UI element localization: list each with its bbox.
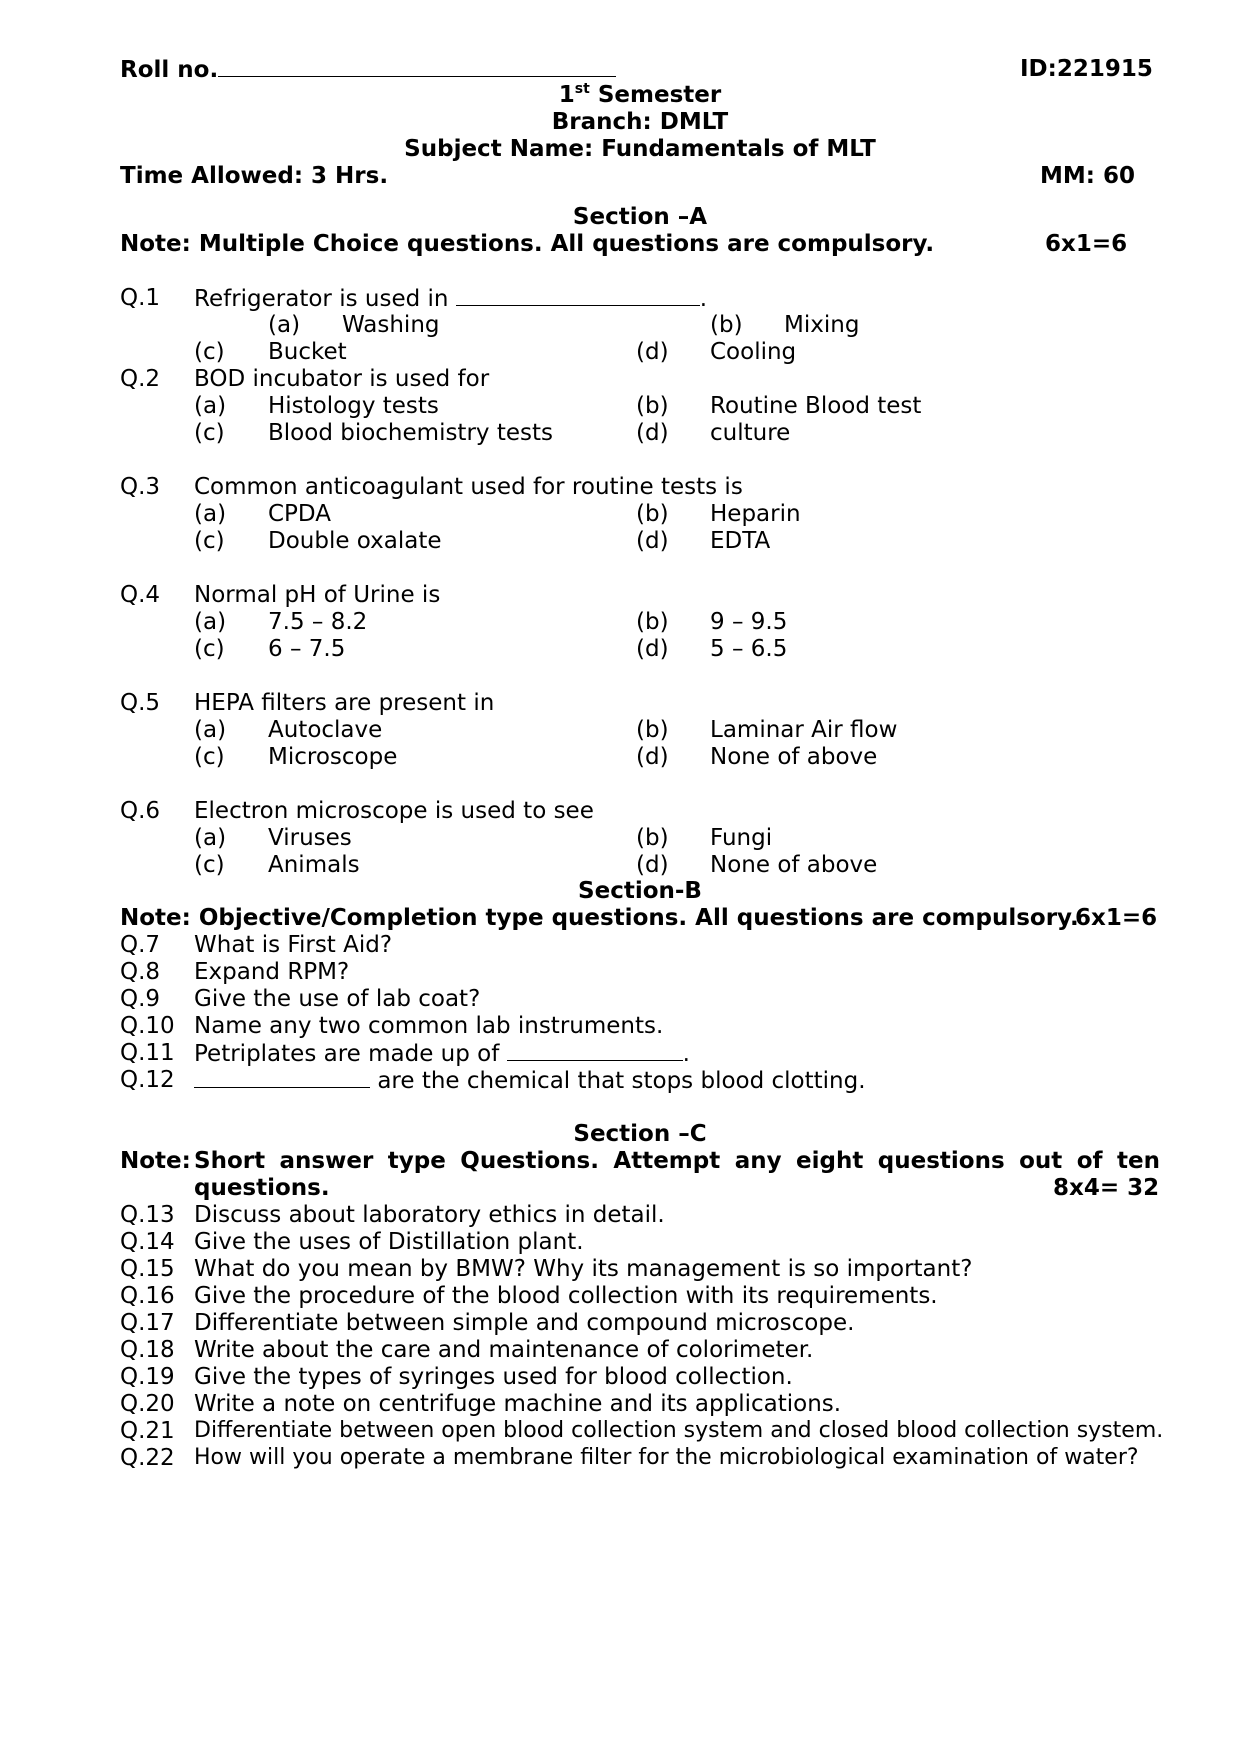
option-label: (c) — [194, 636, 225, 662]
section-a-marks: 6x1=6 — [1045, 231, 1128, 257]
option-text: Blood biochemistry tests — [268, 420, 553, 446]
question-row — [120, 1011, 1160, 1041]
option-label: (a) — [268, 312, 301, 338]
option-row — [120, 418, 1160, 448]
question-text: Common anticoagulant used for routine tests is — [194, 474, 743, 500]
option-text: 6 – 7.5 — [268, 636, 346, 662]
subject-name: Subject Name: Fundamentals of MLT — [404, 136, 876, 162]
question-row — [120, 472, 1160, 502]
question-row — [120, 688, 1160, 718]
section-b-title-row — [120, 876, 1160, 906]
option-text: CPDA — [268, 501, 331, 527]
question-text: Refrigerator is used in . — [194, 283, 707, 314]
question-number: Q.3 — [120, 474, 161, 500]
question-row — [120, 1038, 1160, 1068]
option-label: (b) — [636, 609, 669, 635]
question-text: Electron microscope is used to see — [194, 798, 594, 824]
question-number: Q.12 — [120, 1067, 175, 1093]
question-row — [120, 1281, 1160, 1311]
branch: Branch: DMLT — [551, 109, 729, 135]
section-a-title: Section –A — [572, 204, 708, 230]
section-c-marks: 8x4= 32 — [1053, 1175, 1160, 1201]
option-text: 7.5 – 8.2 — [268, 609, 368, 635]
question-row — [120, 1254, 1160, 1284]
question-row — [120, 1200, 1160, 1230]
option-label: (b) — [710, 312, 743, 338]
option-label: (c) — [194, 528, 225, 554]
option-text: culture — [710, 420, 791, 446]
option-label: (c) — [194, 420, 225, 446]
option-text: EDTA — [710, 528, 771, 554]
question-number: Q.7 — [120, 932, 161, 958]
option-text: Routine Blood test — [710, 393, 922, 419]
option-text: Laminar Air flow — [710, 717, 898, 743]
roll-label: Roll no. — [120, 57, 219, 83]
option-label: (a) — [194, 825, 227, 851]
answer-blank — [456, 283, 700, 306]
question-row — [120, 580, 1160, 610]
option-row — [120, 310, 1160, 340]
option-label: (d) — [636, 339, 669, 365]
time-allowed: Time Allowed: 3 Hrs. — [120, 163, 389, 189]
option-text: 9 – 9.5 — [710, 609, 788, 635]
option-label: (a) — [194, 609, 227, 635]
option-label: (d) — [636, 744, 669, 770]
section-b-note: Note: Objective/Completion type questions. All questions are compulsory. — [120, 905, 1079, 931]
question-row — [120, 1308, 1160, 1338]
option-label: (b) — [636, 393, 669, 419]
section-c-title-row — [120, 1119, 1160, 1149]
option-text: Viruses — [268, 825, 352, 851]
option-label: (a) — [194, 501, 227, 527]
question-number: Q.17 — [120, 1310, 175, 1336]
branch-row — [120, 107, 1160, 137]
question-number: Q.1 — [120, 285, 161, 311]
question-number: Q.18 — [120, 1337, 175, 1363]
semester-word: Semester — [597, 82, 722, 108]
section-c-note: Short answer type Questions. Attempt any eight questions out of ten — [194, 1148, 1160, 1174]
question-row — [120, 1065, 1160, 1095]
option-text: Histology tests — [268, 393, 439, 419]
question-text: Normal pH of Urine is — [194, 582, 441, 608]
option-text: Bucket — [268, 339, 347, 365]
question-text: What do you mean by BMW? Why its management is so important? — [194, 1256, 973, 1282]
question-number: Q.22 — [120, 1445, 175, 1471]
option-text: Fungi — [710, 825, 773, 851]
question-number: Q.19 — [120, 1364, 175, 1390]
option-label: (b) — [636, 501, 669, 527]
question-text: Give the use of lab coat? — [194, 986, 481, 1012]
section-b-marks: 6x1=6 — [1075, 905, 1158, 931]
question-row — [120, 1335, 1160, 1365]
option-row — [120, 742, 1160, 772]
question-text: HEPA filters are present in — [194, 690, 495, 716]
section-c-title: Section –C — [573, 1121, 707, 1147]
question-text: Differentiate between open blood collection system and closed blood collection system. — [194, 1418, 1164, 1443]
question-text: Write a note on centrifuge machine and its applications. — [194, 1391, 842, 1417]
section-c-note-cont: questions. — [194, 1175, 330, 1201]
question-number: Q.14 — [120, 1229, 175, 1255]
question-row — [120, 283, 1160, 313]
option-label: (d) — [636, 528, 669, 554]
option-label: (d) — [636, 852, 669, 878]
section-b-title: Section-B — [578, 878, 702, 904]
question-number: Q.8 — [120, 959, 161, 985]
option-row — [120, 715, 1160, 745]
question-number: Q.11 — [120, 1040, 175, 1066]
option-text: None of above — [710, 744, 878, 770]
subject-row — [120, 134, 1160, 164]
question-text: Write about the care and maintenance of colorimeter. — [194, 1337, 814, 1363]
question-text: are the chemical that stops blood clotting. — [194, 1065, 866, 1096]
option-text: Animals — [268, 852, 360, 878]
semester-row — [120, 80, 1160, 110]
option-label: (a) — [194, 393, 227, 419]
question-row — [120, 1416, 1164, 1446]
question-text: Discuss about laboratory ethics in detail. — [194, 1202, 665, 1228]
paper-id: ID:221915 — [1020, 56, 1153, 82]
option-label: (d) — [636, 636, 669, 662]
question-text: Differentiate between simple and compound microscope. — [194, 1310, 855, 1336]
question-row — [120, 957, 1160, 987]
question-number: Q.2 — [120, 366, 161, 392]
question-text: Give the types of syringes used for blood collection. — [194, 1364, 793, 1390]
question-text: BOD incubator is used for — [194, 366, 490, 392]
question-row — [120, 796, 1160, 826]
section-c-note-label: Note: — [120, 1148, 191, 1174]
option-label: (b) — [636, 825, 669, 851]
question-number: Q.9 — [120, 986, 161, 1012]
question-number: Q.13 — [120, 1202, 175, 1228]
option-text: Cooling — [710, 339, 797, 365]
option-row — [120, 526, 1160, 556]
question-number: Q.5 — [120, 690, 161, 716]
answer-blank — [194, 1065, 370, 1088]
option-row — [120, 391, 1160, 421]
section-c-note-row-2 — [120, 1173, 1160, 1203]
section-a-title-row — [120, 202, 1160, 232]
option-text: None of above — [710, 852, 878, 878]
option-label: (b) — [636, 717, 669, 743]
semester-suffix: st — [574, 81, 590, 97]
option-row — [120, 823, 1160, 853]
question-text: Name any two common lab instruments. — [194, 1013, 664, 1039]
option-label: (d) — [636, 420, 669, 446]
question-number: Q.21 — [120, 1418, 175, 1444]
option-row — [120, 634, 1160, 664]
question-number: Q.6 — [120, 798, 161, 824]
question-row — [120, 1389, 1160, 1419]
question-text: How will you operate a membrane filter for the microbiological examination of water? — [194, 1445, 1139, 1470]
question-number: Q.16 — [120, 1283, 175, 1309]
option-text: Washing — [342, 312, 440, 338]
question-row — [120, 984, 1160, 1014]
section-a-note: Note: Multiple Choice questions. All questions are compulsory. — [120, 231, 935, 257]
option-text: Autoclave — [268, 717, 383, 743]
roll-blank — [218, 54, 616, 77]
max-marks: MM: 60 — [1040, 163, 1135, 189]
option-text: Double oxalate — [268, 528, 442, 554]
question-text: Expand RPM? — [194, 959, 350, 985]
question-text: Give the procedure of the blood collection with its requirements. — [194, 1283, 938, 1309]
option-text: 5 – 6.5 — [710, 636, 788, 662]
question-text: What is First Aid? — [194, 932, 393, 958]
option-text: Mixing — [784, 312, 860, 338]
question-row — [120, 1362, 1160, 1392]
option-row — [120, 337, 1160, 367]
question-number: Q.20 — [120, 1391, 175, 1417]
question-row — [120, 930, 1160, 960]
option-row — [120, 499, 1160, 529]
section-c-note-row — [120, 1146, 1160, 1176]
option-label: (c) — [194, 339, 225, 365]
answer-blank — [507, 1038, 683, 1061]
question-number: Q.10 — [120, 1013, 175, 1039]
option-label: (c) — [194, 744, 225, 770]
semester-number: 1 — [558, 82, 575, 108]
option-label: (a) — [194, 717, 227, 743]
question-row — [120, 1443, 1160, 1473]
question-row — [120, 364, 1160, 394]
option-text: Heparin — [710, 501, 801, 527]
question-text: Petriplates are made up of . — [194, 1038, 690, 1069]
option-row — [120, 607, 1160, 637]
time-row — [120, 161, 1160, 191]
option-label: (c) — [194, 852, 225, 878]
question-number: Q.15 — [120, 1256, 175, 1282]
section-b-note-row — [120, 903, 1160, 933]
question-row — [120, 1227, 1160, 1257]
question-number: Q.4 — [120, 582, 161, 608]
question-text: Give the uses of Distillation plant. — [194, 1229, 584, 1255]
section-a-note-row — [120, 229, 1160, 259]
option-text: Microscope — [268, 744, 398, 770]
